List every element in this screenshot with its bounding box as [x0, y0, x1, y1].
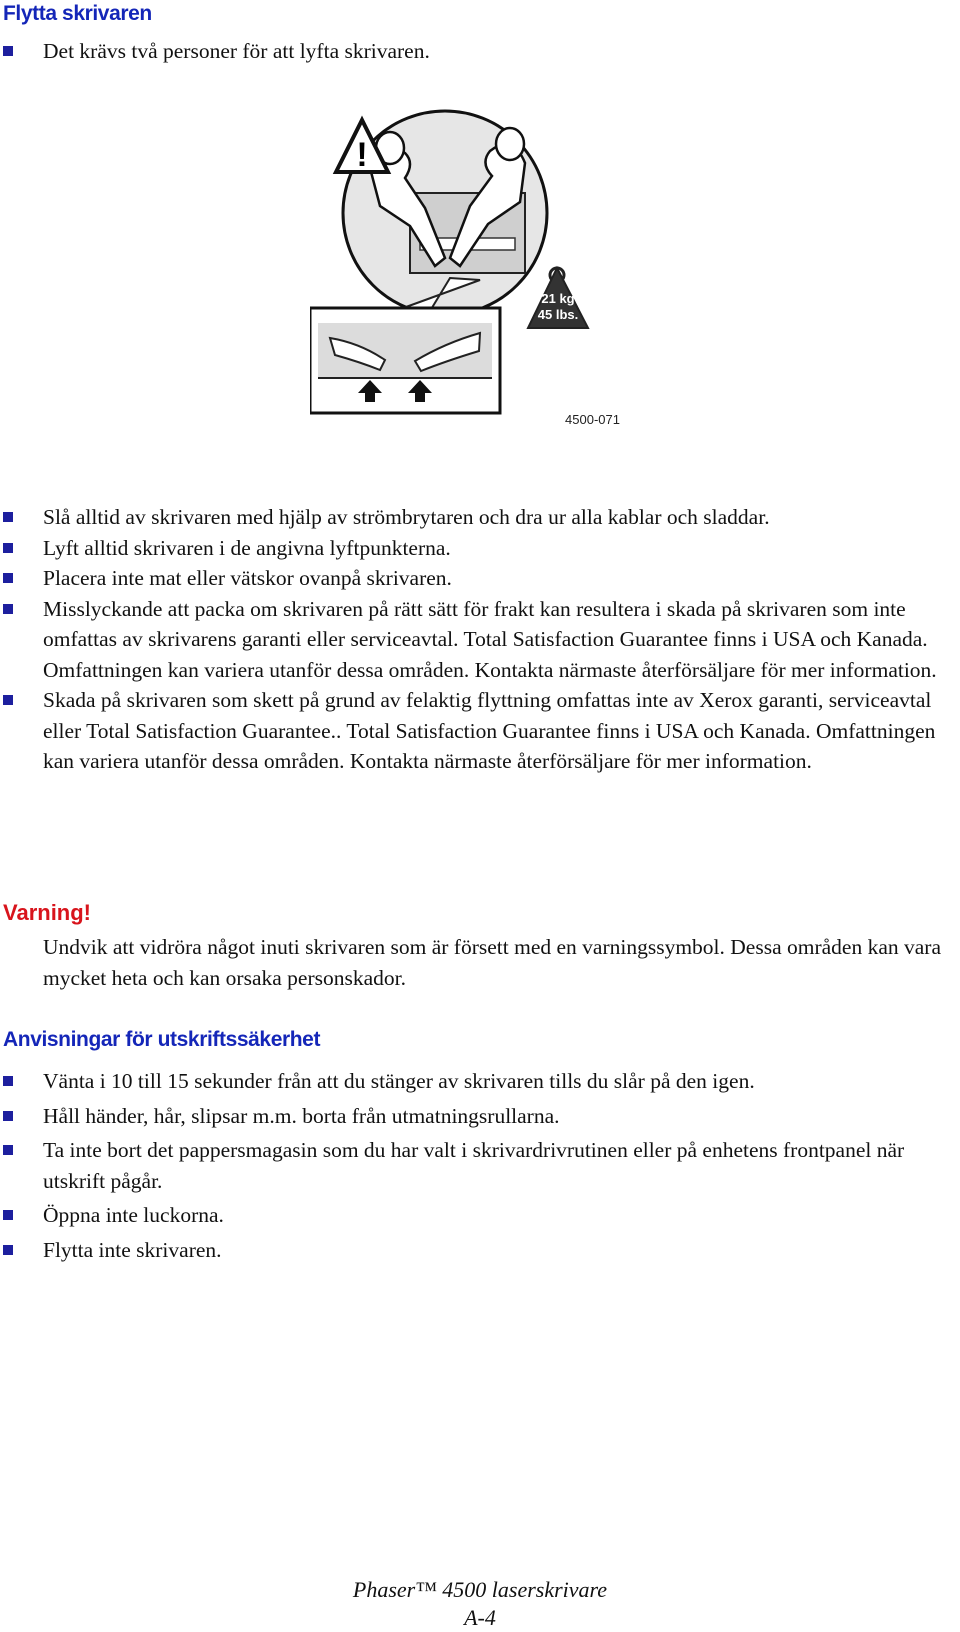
bullet-square-icon	[3, 1145, 13, 1155]
list-item	[0, 1235, 950, 1266]
list-item	[0, 1135, 950, 1196]
list-item-text: Öppna inte luckorna.	[43, 1203, 224, 1227]
list-item-text: Ta inte bort det pappersmagasin som du har valt i skrivardrivrutinen eller på enhetens frontpanel när utskrift pågår.	[43, 1138, 905, 1193]
bullet-square-icon	[3, 46, 13, 56]
list-item	[0, 685, 950, 777]
figure-id: 4500-071	[565, 412, 620, 427]
warning-text: Undvik att vidröra något inuti skrivaren som är försett med en varningssymbol. Dessa områden kan vara mycket heta och kan orsaka personskador.	[43, 935, 941, 990]
list-item	[0, 594, 950, 686]
bullet-square-icon	[3, 512, 13, 522]
lifting-illustration	[310, 108, 690, 443]
lifting-illustration-graphic	[310, 108, 690, 443]
bullet-square-icon	[3, 695, 13, 705]
list-item	[0, 563, 950, 594]
footer-product: Phaser™ 4500 laserskrivare	[352, 1577, 608, 1602]
weight-lbs-label: 45 lbs.	[537, 307, 579, 322]
svg-text:!: !	[356, 136, 368, 174]
list-item	[0, 1200, 950, 1231]
list-item-text: Placera inte mat eller vätskor ovanpå skrivaren.	[43, 566, 452, 590]
list-item-text: Det krävs två personer för att lyfta skrivaren.	[43, 39, 430, 63]
list-item	[0, 36, 950, 67]
list-item-text: Flytta inte skrivaren.	[43, 1237, 222, 1262]
list-item	[0, 533, 950, 564]
list-item-text: Misslyckande att packa om skrivaren på rätt sätt för frakt kan resultera i skada på skrivaren som inte omfattas av skrivarens garanti eller serviceavtal. Total Satisfaction Guarantee finns i USA och Kanada. Omfattningen kan variera utanför dessa områden. Kontakta närmaste återförsäljare för mer information.	[43, 596, 937, 682]
list-item	[0, 502, 950, 533]
intro-list	[0, 36, 950, 67]
section-heading-moving: Flytta skrivaren	[3, 2, 152, 25]
list-item-text: Lyft alltid skrivaren i de angivna lyftpunkterna.	[43, 535, 451, 560]
section-heading-print-safety: Anvisningar för utskriftssäkerhet	[3, 1028, 321, 1051]
bullet-square-icon	[3, 573, 13, 583]
list-item-text: Skada på skrivaren som skett på grund av felaktig flyttning omfattas inte av Xerox garanti, serviceavtal eller Total Satisfaction Guarantee.. Total Satisfaction Guarantee finns i USA och Kanada. Omfattningen kan variera utanför dessa områden. Kontakta närmaste återförsäljare för mer information.	[43, 688, 936, 773]
list-item-text: Håll händer, hår, slipsar m.m. borta från utmatningsrullarna.	[43, 1103, 560, 1128]
list-item-text: Slå alltid av skrivaren med hjälp av strömbrytaren och dra ur alla kablar och sladdar.	[43, 505, 770, 529]
footer-page-number: A-4	[464, 1605, 496, 1630]
moving-safety-list	[0, 502, 950, 777]
list-item-text: Vänta i 10 till 15 sekunder från att du stänger av skrivaren tills du slår på den igen.	[43, 1069, 755, 1093]
weight-kg-label: 21 kg	[541, 291, 575, 306]
print-safety-list	[0, 1066, 950, 1265]
bullet-square-icon	[3, 604, 13, 614]
warning-label: Varning!	[3, 900, 92, 925]
list-item	[0, 1101, 950, 1132]
list-item	[0, 1066, 950, 1097]
bullet-square-icon	[3, 543, 13, 553]
bullet-square-icon	[3, 1111, 13, 1121]
bullet-square-icon	[3, 1076, 13, 1086]
bullet-square-icon	[3, 1245, 13, 1255]
bullet-square-icon	[3, 1210, 13, 1220]
